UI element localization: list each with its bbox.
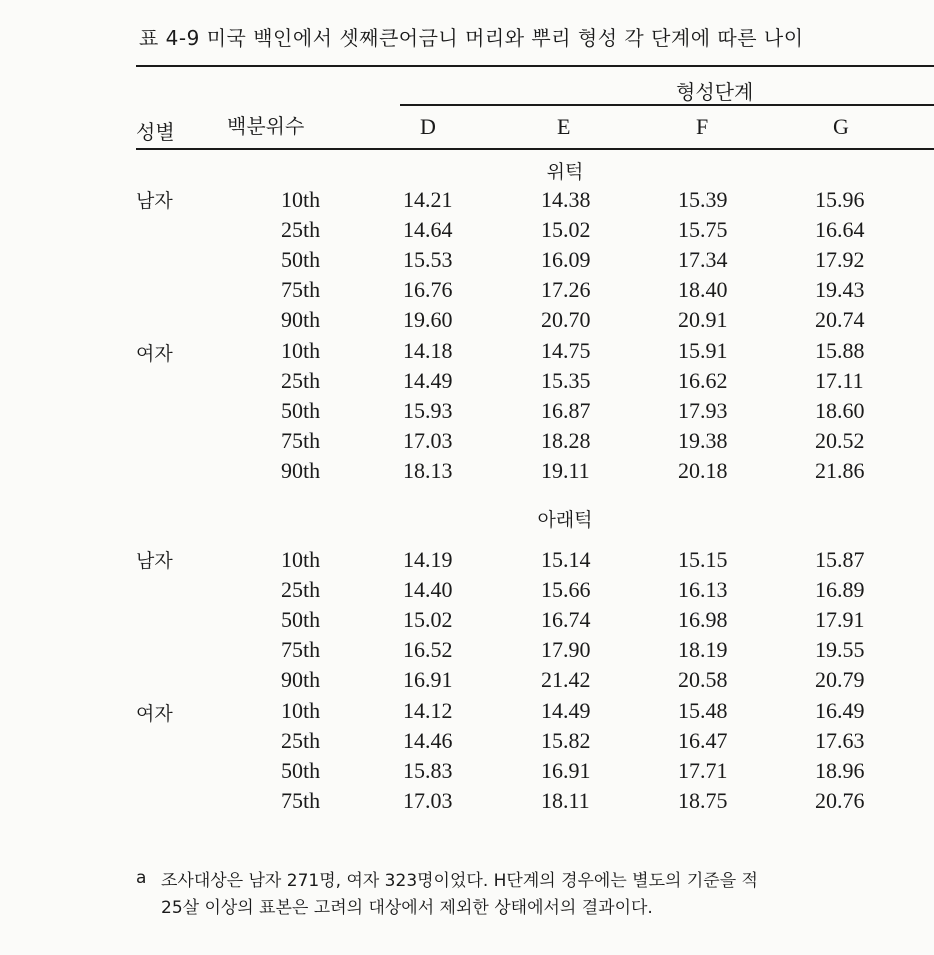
value-cell: 20.79 xyxy=(815,667,865,693)
value-cell: 16.13 xyxy=(678,577,728,603)
percentile-cell: 75th xyxy=(281,427,321,453)
value-cell: 18.75 xyxy=(678,787,728,813)
value-cell: 16.91 xyxy=(541,757,591,783)
sex-cell: 여자 xyxy=(136,702,173,725)
percentile-cell: 10th xyxy=(281,187,321,212)
stage-header-e: E xyxy=(557,114,571,139)
value-cell: 17.26 xyxy=(541,277,591,303)
value-cell: 15.02 xyxy=(403,607,453,633)
value-cell: 19.11 xyxy=(541,457,590,483)
value-cell: 15.39 xyxy=(678,187,728,212)
table-row xyxy=(0,458,934,488)
value-cell: 21.42 xyxy=(541,667,591,693)
percentile-cell: 75th xyxy=(281,787,321,813)
value-cell: 15.93 xyxy=(403,397,453,423)
value-cell: 14.75 xyxy=(541,337,591,363)
value-cell: 20.58 xyxy=(678,667,728,693)
table-row xyxy=(0,187,934,217)
value-cell: 20.52 xyxy=(815,427,865,453)
value-cell: 16.62 xyxy=(678,367,728,393)
stage-group-underline xyxy=(400,104,934,106)
value-cell: 15.91 xyxy=(678,337,728,363)
table-row xyxy=(0,547,934,577)
value-cell: 20.18 xyxy=(678,457,728,483)
table-row xyxy=(0,728,934,758)
value-cell: 17.63 xyxy=(815,727,865,753)
sex-cell: 여자 xyxy=(136,342,173,365)
section-label: 위턱 xyxy=(546,161,584,183)
value-cell: 17.93 xyxy=(678,397,728,423)
value-cell: 14.40 xyxy=(403,577,453,603)
value-cell: 15.87 xyxy=(815,547,865,572)
table-title: 표 4-9 미국 백인에서 셋째큰어금니 머리와 뿌리 형성 각 단계에 따른 나이 xyxy=(139,26,804,50)
percentile-column-header: 백분위수 xyxy=(227,114,305,138)
stage-header-f: F xyxy=(696,114,709,139)
value-cell: 16.49 xyxy=(815,697,865,723)
value-cell: 16.47 xyxy=(678,727,728,753)
value-cell: 18.60 xyxy=(815,397,865,423)
value-cell: 19.55 xyxy=(815,637,865,663)
percentile-cell: 90th xyxy=(281,307,321,333)
value-cell: 15.35 xyxy=(541,367,591,393)
footnote-line-2: 25살 이상의 표본은 고려의 대상에서 제외한 상태에서의 결과이다. xyxy=(161,898,653,918)
table-top-rule xyxy=(136,65,934,67)
value-cell: 16.98 xyxy=(678,607,728,633)
value-cell: 15.88 xyxy=(815,337,865,363)
value-cell: 14.18 xyxy=(403,337,453,363)
value-cell: 18.40 xyxy=(678,277,728,303)
value-cell: 15.02 xyxy=(541,217,591,243)
value-cell: 21.86 xyxy=(815,457,865,483)
percentile-cell: 90th xyxy=(281,457,321,483)
table-row xyxy=(0,217,934,247)
value-cell: 20.91 xyxy=(678,307,728,333)
stage-header-d: D xyxy=(420,114,436,139)
table-row xyxy=(0,428,934,458)
percentile-cell: 10th xyxy=(281,337,321,363)
value-cell: 20.76 xyxy=(815,787,865,813)
table-row xyxy=(0,247,934,277)
value-cell: 19.60 xyxy=(403,307,453,333)
value-cell: 15.48 xyxy=(678,697,728,723)
value-cell: 16.52 xyxy=(403,637,453,663)
table-row xyxy=(0,758,934,788)
footnote-marker: a xyxy=(136,868,147,888)
percentile-cell: 75th xyxy=(281,277,321,303)
value-cell: 16.76 xyxy=(403,277,453,303)
value-cell: 19.43 xyxy=(815,277,865,303)
value-cell: 15.83 xyxy=(403,757,453,783)
table-row xyxy=(0,277,934,307)
value-cell: 17.90 xyxy=(541,637,591,663)
value-cell: 14.46 xyxy=(403,727,453,753)
header-bottom-rule xyxy=(136,148,934,150)
stage-header-g: G xyxy=(833,114,849,139)
value-cell: 16.91 xyxy=(403,667,453,693)
value-cell: 15.14 xyxy=(541,547,591,572)
value-cell: 14.19 xyxy=(403,547,453,572)
value-cell: 15.82 xyxy=(541,727,591,753)
value-cell: 18.28 xyxy=(541,427,591,453)
value-cell: 14.49 xyxy=(403,367,453,393)
value-cell: 14.49 xyxy=(541,697,591,723)
table-row xyxy=(0,698,934,728)
value-cell: 18.13 xyxy=(403,457,453,483)
percentile-cell: 90th xyxy=(281,667,321,693)
percentile-cell: 25th xyxy=(281,367,321,393)
table-row xyxy=(0,307,934,337)
percentile-cell: 50th xyxy=(281,247,321,273)
value-cell: 16.09 xyxy=(541,247,591,273)
table-row xyxy=(0,398,934,428)
sex-cell: 남자 xyxy=(136,190,173,212)
value-cell: 18.96 xyxy=(815,757,865,783)
percentile-cell: 50th xyxy=(281,397,321,423)
stage-group-label: 형성단계 xyxy=(676,80,754,104)
value-cell: 20.74 xyxy=(815,307,865,333)
percentile-cell: 25th xyxy=(281,727,321,753)
value-cell: 15.75 xyxy=(678,217,728,243)
value-cell: 16.74 xyxy=(541,607,591,633)
table-row xyxy=(0,607,934,637)
value-cell: 17.92 xyxy=(815,247,865,273)
percentile-cell: 25th xyxy=(281,577,321,603)
value-cell: 20.70 xyxy=(541,307,591,333)
value-cell: 17.34 xyxy=(678,247,728,273)
value-cell: 19.38 xyxy=(678,427,728,453)
section-label: 아래턱 xyxy=(537,509,593,531)
value-cell: 15.66 xyxy=(541,577,591,603)
value-cell: 14.64 xyxy=(403,217,453,243)
value-cell: 14.12 xyxy=(403,697,453,723)
footnote-line-1: 조사대상은 남자 271명, 여자 323명이었다. H단계의 경우에는 별도의 기준을 적 xyxy=(161,871,758,891)
value-cell: 14.38 xyxy=(541,187,591,212)
percentile-cell: 50th xyxy=(281,757,321,783)
table-row xyxy=(0,577,934,607)
value-cell: 18.11 xyxy=(541,787,590,813)
value-cell: 15.15 xyxy=(678,547,728,572)
percentile-cell: 50th xyxy=(281,607,321,633)
value-cell: 17.11 xyxy=(815,367,864,393)
sex-column-header: 성별 xyxy=(136,120,175,144)
table-row xyxy=(0,637,934,667)
value-cell: 17.91 xyxy=(815,607,865,633)
value-cell: 16.87 xyxy=(541,397,591,423)
value-cell: 16.64 xyxy=(815,217,865,243)
table-row xyxy=(0,368,934,398)
value-cell: 15.53 xyxy=(403,247,453,273)
page-crop-edge xyxy=(136,822,934,840)
value-cell: 15.96 xyxy=(815,187,865,212)
value-cell: 14.21 xyxy=(403,187,453,212)
table-row xyxy=(0,667,934,697)
table-row xyxy=(0,788,934,818)
value-cell: 18.19 xyxy=(678,637,728,663)
value-cell: 16.89 xyxy=(815,577,865,603)
percentile-cell: 10th xyxy=(281,547,321,572)
percentile-cell: 25th xyxy=(281,217,321,243)
percentile-cell: 75th xyxy=(281,637,321,663)
sex-cell: 남자 xyxy=(136,550,173,572)
table-row xyxy=(0,338,934,368)
value-cell: 17.71 xyxy=(678,757,728,783)
value-cell: 17.03 xyxy=(403,787,453,813)
percentile-cell: 10th xyxy=(281,697,321,723)
value-cell: 17.03 xyxy=(403,427,453,453)
